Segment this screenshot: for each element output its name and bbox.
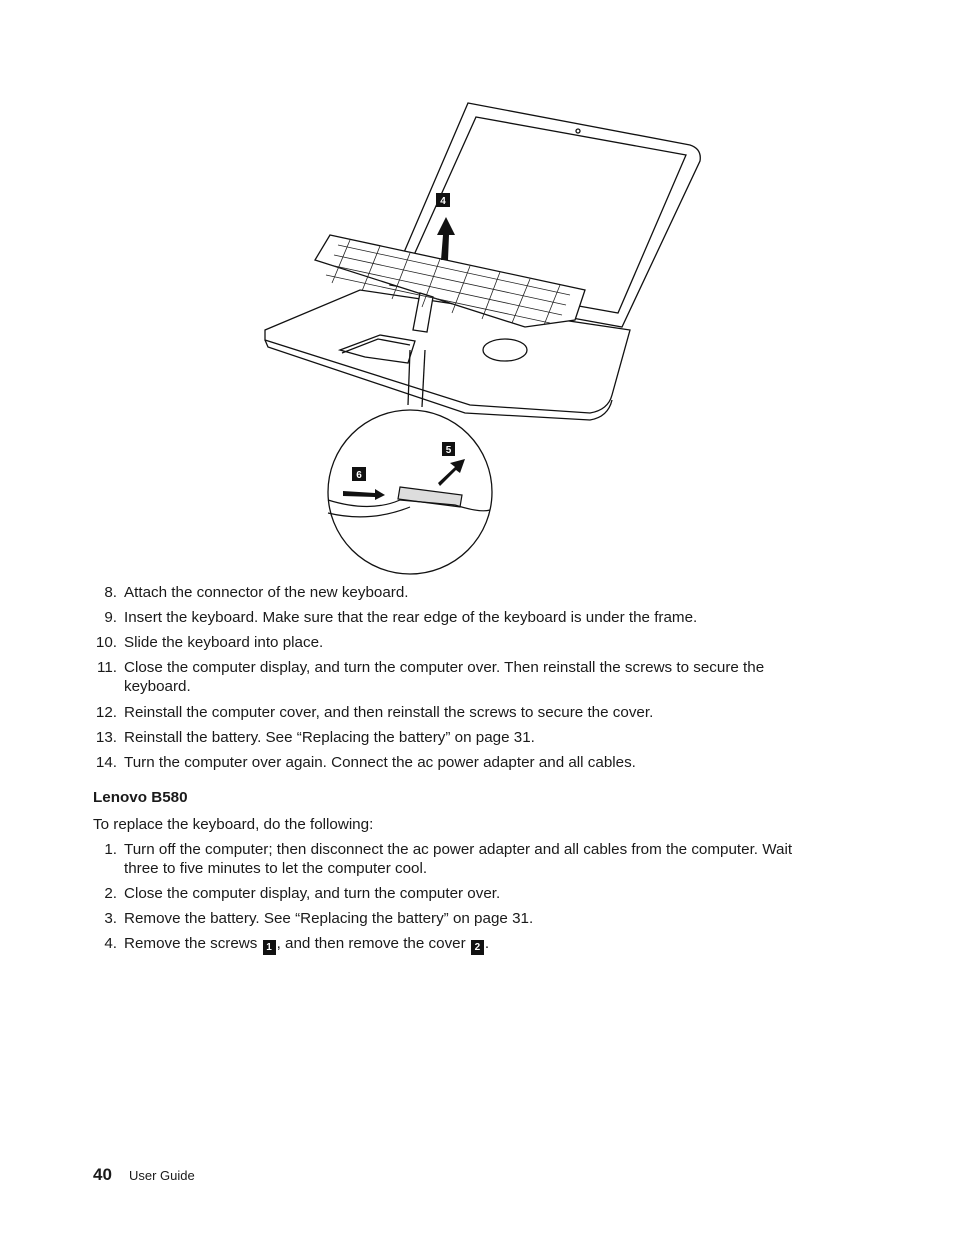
callout-2-badge: 2 bbox=[471, 940, 484, 955]
keyboard-removal-illustration bbox=[250, 95, 720, 575]
section-heading: Lenovo B580 bbox=[93, 789, 188, 806]
page-number: 40 bbox=[93, 1165, 112, 1184]
footer-label: User Guide bbox=[129, 1168, 195, 1183]
callout-1-badge: 1 bbox=[263, 940, 276, 955]
callout-6-label: 6 bbox=[356, 470, 362, 481]
intro-text: To replace the keyboard, do the following: bbox=[93, 816, 374, 833]
callout-5-label: 5 bbox=[445, 445, 452, 456]
callout-4-label: 4 bbox=[440, 196, 446, 207]
